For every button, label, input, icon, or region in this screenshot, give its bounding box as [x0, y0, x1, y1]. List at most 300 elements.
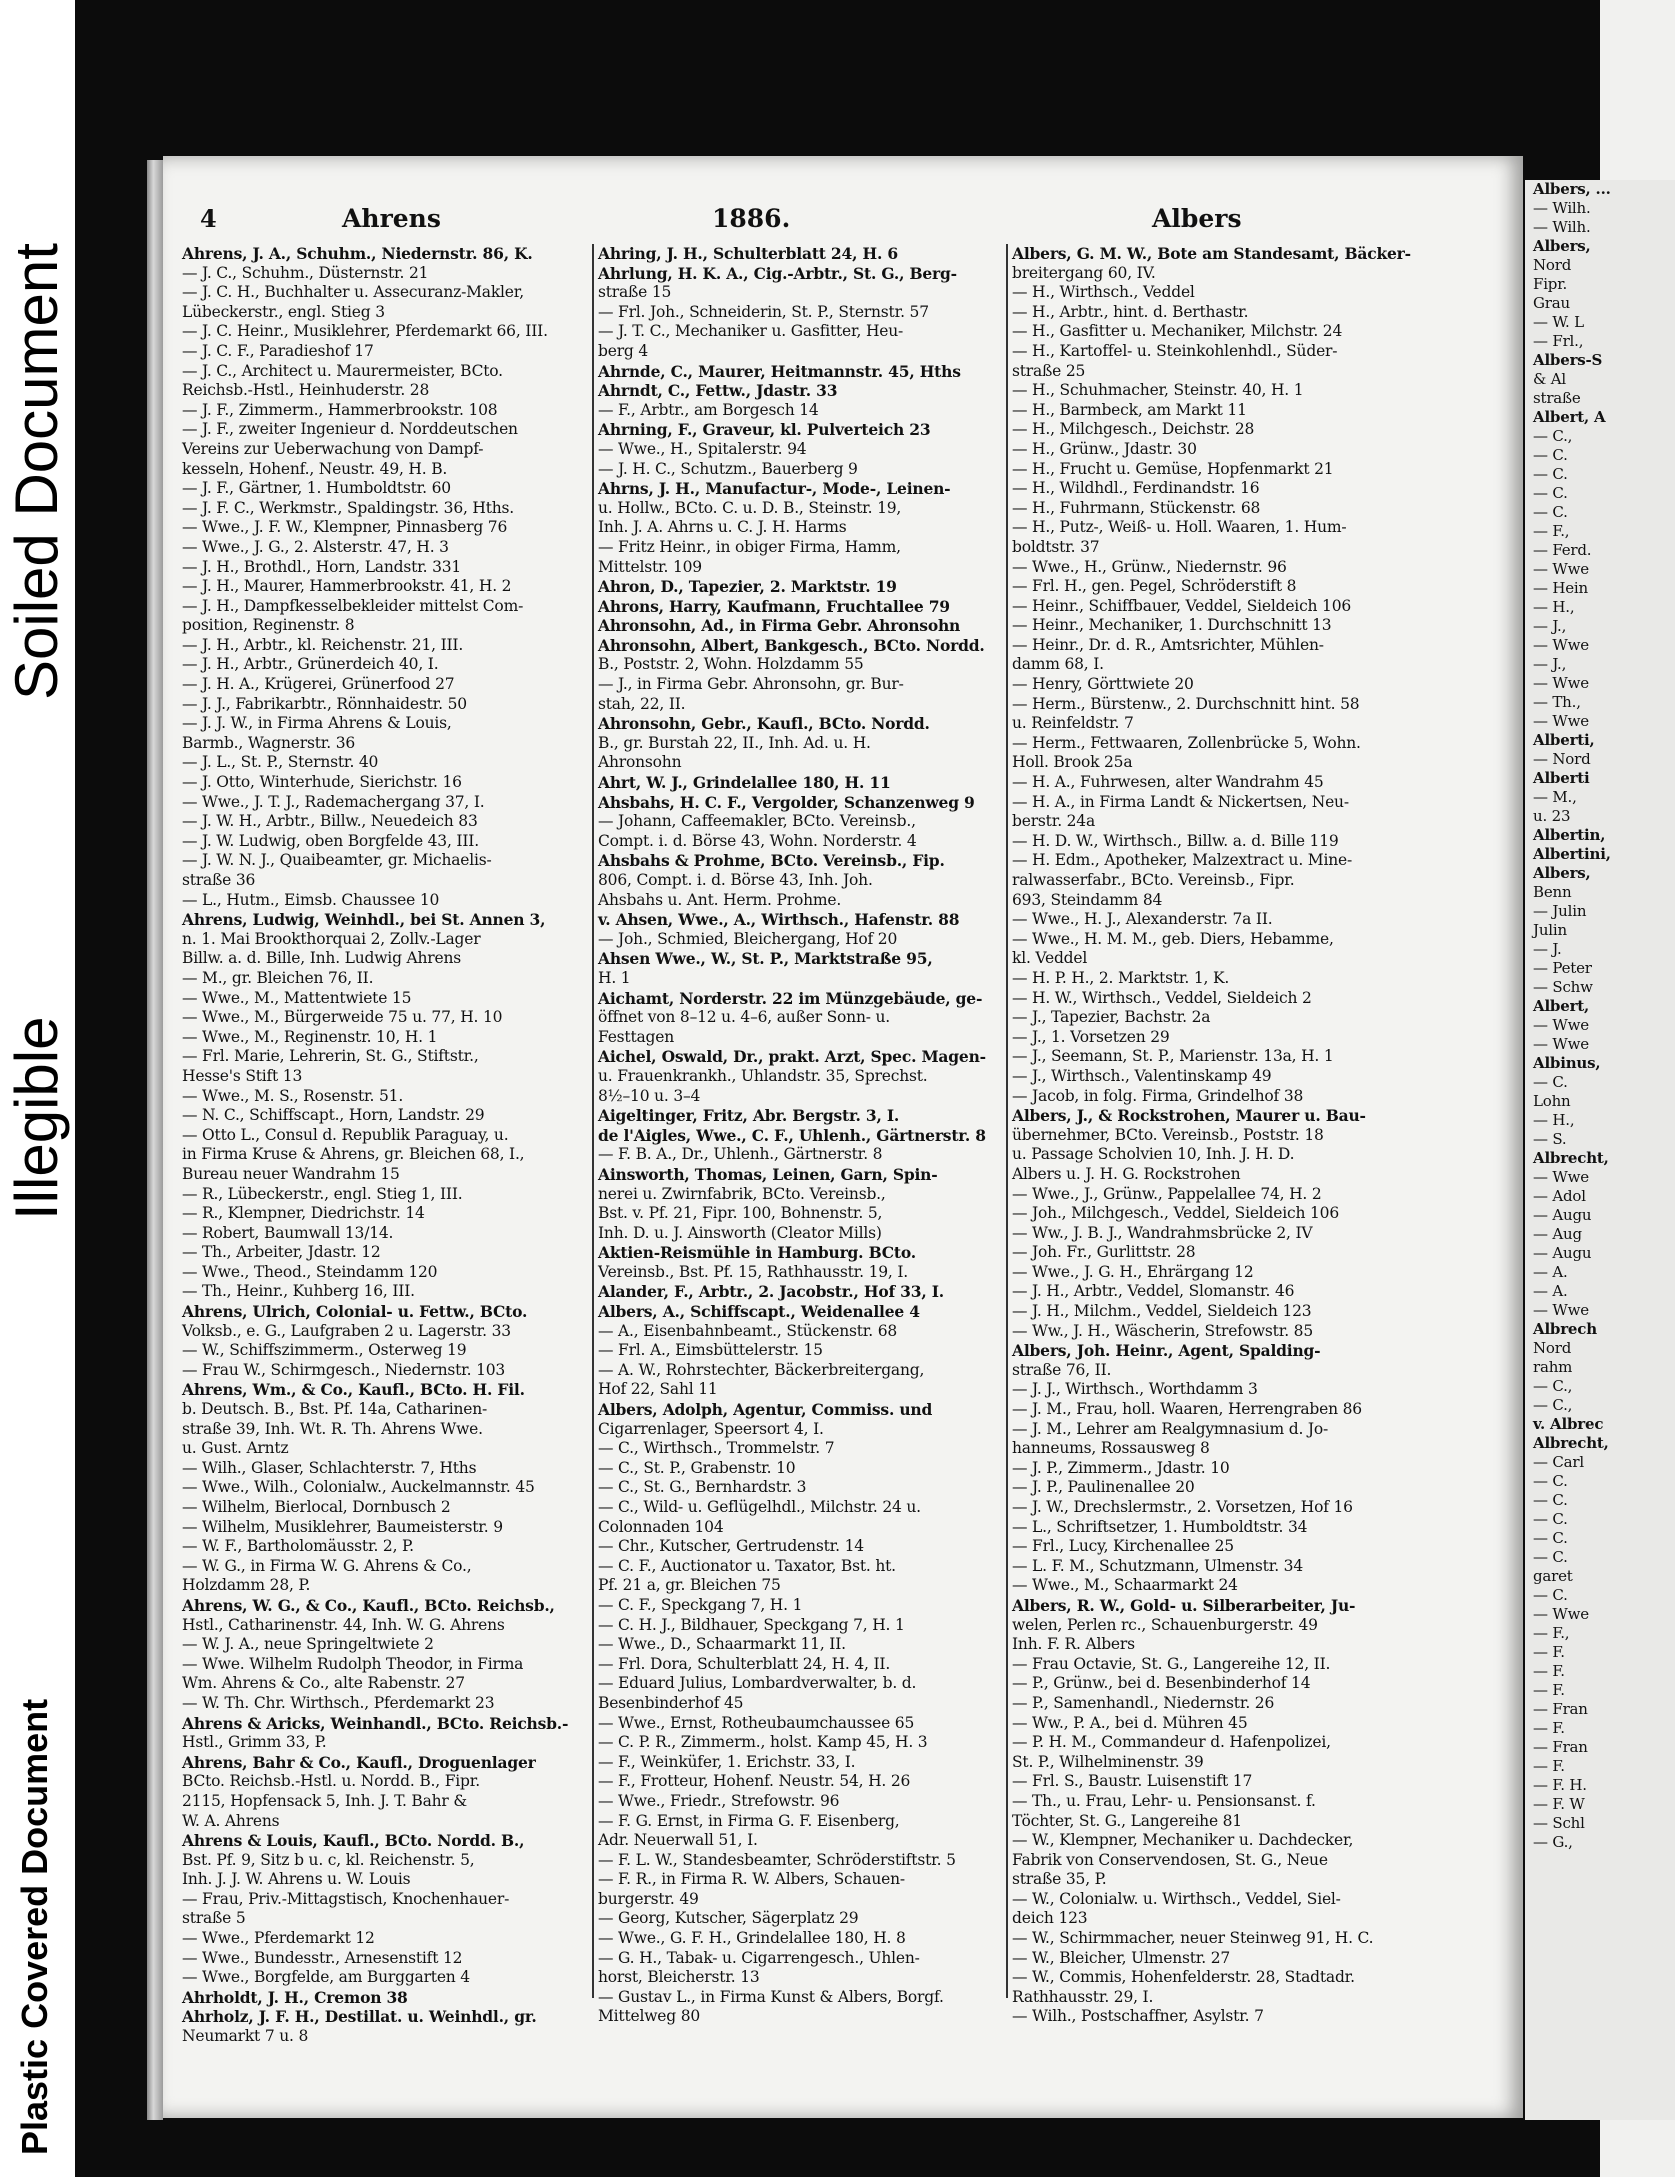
directory-entry-line: deich 123	[1012, 1909, 1088, 1928]
directory-entry-line: Ahronsohn, Gebr., Kaufl., BCto. Nordd.	[598, 714, 930, 734]
directory-entry-line: Ahrholdt, J. H., Cremon 38	[182, 1987, 408, 2007]
directory-entry-line: Hstl., Catharinenstr. 44, Inh. W. G. Ahrens	[182, 1615, 505, 1634]
directory-entry-line: — Wwe., J. G. H., Ehrärgang 12	[1012, 1262, 1254, 1281]
directory-entry-line: — Wwe., G. F. H., Grindelallee 180, H. 8	[598, 1929, 906, 1948]
directory-entry-line: — C. F., Speckgang 7, H. 1	[598, 1595, 803, 1614]
directory-entry-line: — Wwe., Friedr., Strefowstr. 96	[598, 1791, 840, 1810]
directory-entry-line: — J. H., Brothdl., Horn, Landstr. 331	[182, 557, 462, 576]
directory-entry-line: — J. M., Lehrer am Realgymnasium d. Jo-	[1012, 1419, 1329, 1438]
directory-entry-line: Inh. F. R. Albers	[1012, 1635, 1135, 1654]
directory-entry-line: — J. C. H., Buchhalter u. Assecuranz-Makler,	[182, 283, 524, 302]
adjacent-page-line: — A.	[1533, 1263, 1568, 1281]
directory-entry-line: — Wwe., Borgfelde, am Burggarten 4	[182, 1968, 470, 1987]
directory-entry-line: — J. C. Heinr., Musiklehrer, Pferdemarkt 66, III.	[182, 322, 548, 341]
adjacent-page-line: — C.	[1533, 1510, 1568, 1528]
adjacent-page-line: Albrech	[1533, 1320, 1597, 1338]
directory-entry-line: — H., Fuhrmann, Stückenstr. 68	[1012, 498, 1261, 517]
directory-entry-line: — Wwe., J. G., 2. Alsterstr. 47, H. 3	[182, 537, 449, 556]
directory-entry-line: Ahrnde, C., Maurer, Heitmannstr. 45, Hths	[598, 361, 961, 381]
directory-entry-line: — H., Wildhdl., Ferdinandstr. 16	[1012, 479, 1260, 498]
adjacent-page-line: — C.	[1533, 1491, 1568, 1509]
directory-entry-line: u. Gust. Arntz	[182, 1439, 289, 1458]
directory-entry-line: Hstl., Grimm 33, P.	[182, 1733, 327, 1752]
directory-entry-line: Alander, F., Arbtr., 2. Jacobstr., Hof 33, I.	[598, 1282, 944, 1302]
directory-entry-line: Neumarkt 7 u. 8	[182, 2027, 309, 2046]
directory-entry-line: — C., Wild- u. Geflügelhdl., Milchstr. 24 u.	[598, 1498, 921, 1516]
directory-entry-line: Vereinsb., Bst. Pf. 15, Rathhausstr. 19, I.	[598, 1262, 909, 1281]
adjacent-page-line: — M.,	[1533, 788, 1577, 806]
directory-entry-line: — Wwe., M., Schaarmarkt 24	[1012, 1576, 1238, 1595]
directory-entry-line: — Robert, Baumwall 13/14.	[182, 1223, 394, 1242]
directory-entry-line: — H. W., Wirthsch., Veddel, Sieldeich 2	[1012, 988, 1312, 1007]
directory-entry-line: Ahronsohn	[598, 753, 682, 772]
scan-annotation-strip	[0, 0, 75, 2177]
directory-entry-line: Ahrning, F., Graveur, kl. Pulverteich 23	[598, 420, 931, 440]
directory-entry-line: burgerstr. 49	[598, 1889, 699, 1908]
adjacent-page-line: Julin	[1533, 921, 1567, 939]
directory-entry-line: — W., Schiffszimmerm., Osterweg 19	[182, 1341, 467, 1360]
adjacent-page-line: — Hein	[1533, 579, 1588, 597]
directory-entry-line: — F., Frotteur, Hohenf. Neustr. 54, H. 26	[598, 1772, 911, 1791]
directory-entry-line: — Otto L., Consul d. Republik Paraguay, u.	[182, 1125, 509, 1144]
directory-entry-line: breitergang 60, IV.	[1012, 263, 1156, 282]
directory-entry-line: — Frl., Lucy, Kirchenallee 25	[1012, 1537, 1234, 1556]
directory-entry-line: Barmb., Wagnerstr. 36	[182, 733, 356, 752]
directory-column-2	[598, 244, 1008, 2027]
directory-entry-line: Ahrens, J. A., Schuhm., Niedernstr. 86, K.	[182, 244, 533, 263]
adjacent-page-line: straße	[1533, 389, 1581, 407]
directory-entry-line: — L. F. M., Schutzmann, Ulmenstr. 34	[1012, 1556, 1303, 1575]
adjacent-page-line: Albert,	[1533, 997, 1590, 1015]
adjacent-page-line: — H.,	[1533, 598, 1575, 616]
directory-entry-line: B., gr. Burstah 22, II., Inh. Ad. u. H.	[598, 733, 871, 752]
directory-entry-line: Fabrik von Conservendosen, St. G., Neue	[1012, 1850, 1328, 1869]
directory-entry-line: — F. B. A., Dr., Uhlenh., Gärtnerstr. 8	[598, 1145, 883, 1164]
header-right-word: Albers	[1152, 204, 1242, 233]
directory-entry-line: — Henry, Görttwiete 20	[1012, 675, 1194, 694]
directory-entry-line: — C. F., Auctionator u. Taxator, Bst. ht.	[598, 1556, 896, 1575]
directory-entry-line: Ahring, J. H., Schulterblatt 24, H. 6	[598, 244, 898, 263]
adjacent-page-line: — F. W	[1533, 1795, 1585, 1813]
directory-entry-line: — L., Schriftsetzer, 1. Humboldtstr. 34	[1012, 1517, 1308, 1536]
directory-entry-line: — Ww., J. H., Wäscherin, Strefowstr. 85	[1012, 1321, 1313, 1340]
directory-entry-line: Rathhausstr. 29, I.	[1012, 1987, 1154, 2006]
directory-entry-line: — Wwe., J. T. J., Rademachergang 37, I.	[182, 792, 485, 811]
directory-entry-line: — F. R., in Firma R. W. Albers, Schauen-	[598, 1870, 905, 1889]
directory-entry-line: Ahrndt, C., Fettw., Jdastr. 33	[598, 381, 838, 401]
directory-entry-line: — J. P., Paulinenallee 20	[1012, 1478, 1195, 1497]
directory-entry-line: — J. H. C., Schutzm., Bauerberg 9	[598, 459, 858, 478]
directory-entry-line: — C., St. G., Bernhardstr. 3	[598, 1478, 807, 1497]
page-edge	[147, 160, 163, 2120]
adjacent-page-line: u. 23	[1533, 807, 1571, 825]
adjacent-page-line: — Schl	[1533, 1814, 1585, 1832]
directory-entry-line: Albers, R. W., Gold- u. Silberarbeiter, Ju-	[1012, 1595, 1356, 1615]
adjacent-page-line: Albrecht,	[1533, 1434, 1609, 1452]
adjacent-page-line: — G.,	[1533, 1833, 1573, 1851]
directory-entry-line: Ahsbahs & Prohme, BCto. Vereinsb., Fip.	[598, 851, 945, 871]
directory-entry-line: — J. C. F., Paradieshof 17	[182, 341, 374, 360]
directory-entry-line: — Frl. Dora, Schulterblatt 24, H. 4, II.	[598, 1654, 891, 1673]
directory-entry-line: — P., Grünw., bei d. Besenbinderhof 14	[1012, 1674, 1311, 1693]
directory-entry-line: — J. F., zweiter Ingenieur d. Norddeutschen	[182, 420, 518, 439]
directory-entry-line: — Frau Octavie, St. G., Langereihe 12, II.	[1012, 1654, 1331, 1673]
directory-entry-line: straße 76, II.	[1012, 1360, 1112, 1379]
directory-entry-line: — R., Klempner, Diedrichstr. 14	[182, 1204, 425, 1223]
adjacent-page-line: — C.	[1533, 1472, 1568, 1490]
adjacent-page-line: Alberti	[1533, 769, 1590, 787]
directory-entry-line: — J. H., Arbtr., Grünerdeich 40, I.	[182, 655, 439, 674]
directory-entry-line: — Wwe., H. J., Alexanderstr. 7a II.	[1012, 910, 1273, 929]
directory-entry-line: Compt. i. d. Börse 43, Wohn. Norderstr. 4	[598, 831, 917, 850]
directory-entry-line: Adr. Neuerwall 51, I.	[598, 1831, 758, 1850]
adjacent-page-line: — Wwe	[1533, 560, 1589, 578]
directory-entry-line: — J. F., Gärtner, 1. Humboldtstr. 60	[182, 479, 451, 498]
directory-entry-line: — A. W., Rohrstechter, Bäckerbreitergang,	[598, 1360, 925, 1379]
adjacent-page-line: garet	[1533, 1567, 1573, 1585]
directory-entry-line: Mittelstr. 109	[598, 557, 702, 576]
directory-entry-line: — F., Weinküfer, 1. Erichstr. 33, I.	[598, 1752, 856, 1771]
adjacent-page-line: — F.	[1533, 1662, 1565, 1680]
directory-entry-line: — J. J., Fabrikarbtr., Rönnhaidestr. 50	[182, 694, 467, 713]
directory-entry-line: — C., Wirthsch., Trommelstr. 7	[598, 1439, 835, 1458]
adjacent-page-line: Benn	[1533, 883, 1572, 901]
directory-entry-line: 2115, Hopfensack 5, Inh. J. T. Bahr &	[182, 1791, 467, 1810]
directory-entry-line: damm 68, I.	[1012, 655, 1104, 674]
directory-entry-line: — C. H. J., Bildhauer, Speckgang 7, H. 1	[598, 1615, 905, 1634]
adjacent-page-line: — H.,	[1533, 1111, 1575, 1129]
directory-entry-line: — Wwe. Wilhelm Rudolph Theodor, in Firma	[182, 1654, 524, 1673]
directory-entry-line: — Wilh., Postschaffner, Asylstr. 7	[1012, 2007, 1264, 2026]
adjacent-page-line: Albrecht,	[1533, 1149, 1609, 1167]
adjacent-page-line: — Schw	[1533, 978, 1593, 996]
directory-entry-line: Töchter, St. G., Langereihe 81	[1012, 1811, 1242, 1830]
directory-entry-line: Ahrens, Wm., & Co., Kaufl., BCto. H. Fil.	[182, 1380, 525, 1400]
adjacent-page-line: — F. H.	[1533, 1776, 1587, 1794]
adjacent-page-line: v. Albrec	[1533, 1415, 1604, 1433]
directory-entry-line: Wm. Ahrens & Co., alte Rabenstr. 27	[182, 1674, 465, 1693]
directory-entry-line: — L., Hutm., Eimsb. Chaussee 10	[182, 890, 440, 909]
adjacent-page-line: — Wwe	[1533, 1605, 1589, 1623]
directory-entry-line: BCto. Reichsb.-Hstl. u. Nordd. B., Fipr.	[182, 1772, 480, 1791]
adjacent-page-line: — W. L	[1533, 313, 1584, 331]
adjacent-page-line: — F.	[1533, 1681, 1565, 1699]
directory-entry-line: — Gustav L., in Firma Kunst & Albers, Borgf.	[598, 1987, 944, 2006]
directory-entry-line: B., Poststr. 2, Wohn. Holzdamm 55	[598, 655, 864, 674]
directory-entry-line: Inh. J. A. Ahrns u. C. J. H. Harms	[598, 518, 847, 537]
directory-entry-line: — Wilhelm, Musiklehrer, Baumeisterstr. 9	[182, 1517, 503, 1536]
adjacent-page-line: Albers,	[1533, 237, 1591, 255]
directory-entry-line: — W., Colonialw. u. Wirthsch., Veddel, Siel-	[1012, 1889, 1341, 1908]
adjacent-page-line: — Wwe	[1533, 1168, 1589, 1186]
directory-entry-line: Ahrens & Louis, Kaufl., BCto. Nordd. B.,	[182, 1831, 525, 1851]
adjacent-page-line: — J.	[1533, 940, 1562, 958]
directory-entry-line: — J., in Firma Gebr. Ahronsohn, gr. Bur-	[598, 675, 904, 694]
adjacent-page-line: — Augu	[1533, 1206, 1592, 1224]
directory-entry-line: — W. Th. Chr. Wirthsch., Pferdemarkt 23	[182, 1693, 495, 1712]
adjacent-page-line: Nord	[1533, 1339, 1572, 1357]
adjacent-page-line: — C.	[1533, 484, 1568, 502]
directory-entry-line: — Joh., Schmied, Bleichergang, Hof 20	[598, 929, 898, 948]
adjacent-page-line: Albert, A	[1533, 408, 1606, 426]
directory-entry-line: — H., Wirthsch., Veddel	[1012, 283, 1195, 302]
directory-entry-line: Ahronsohn, Ad., in Firma Gebr. Ahronsohn	[598, 616, 961, 636]
directory-entry-line: kesseln, Hohenf., Neustr. 49, H. B.	[182, 459, 448, 478]
header-left-word: Ahrens	[342, 204, 441, 233]
directory-entry-line: welen, Perlen rc., Schauenburgerstr. 49	[1012, 1615, 1318, 1634]
directory-entry-line: Ahrens, W. G., & Co., Kaufl., BCto. Reichsb.,	[182, 1595, 555, 1615]
adjacent-page-line: — Aug	[1533, 1225, 1582, 1243]
directory-entry-line: — H., Milchgesch., Deichstr. 28	[1012, 420, 1255, 439]
directory-entry-line: — W., Commis, Hohenfelderstr. 28, Stadtadr.	[1012, 1968, 1355, 1987]
directory-entry-line: Ahsbahs u. Ant. Herm. Prohme.	[598, 890, 842, 909]
directory-entry-line: Holzdamm 28, P.	[182, 1576, 311, 1595]
directory-entry-line: — Wwe., H., Spitalerstr. 94	[598, 439, 807, 458]
directory-entry-line: — W. J. A., neue Springeltwiete 2	[182, 1635, 434, 1654]
directory-entry-line: — H., Grünw., Jdastr. 30	[1012, 439, 1197, 458]
directory-entry-line: öffnet von 8–12 u. 4–6, außer Sonn- u.	[598, 1008, 891, 1027]
directory-entry-line: — J. M., Frau, holl. Waaren, Herrengraben 86	[1012, 1400, 1362, 1419]
directory-entry-line: — Frl. Joh., Schneiderin, St. P., Sternstr. 57	[598, 302, 929, 321]
adjacent-page-line: — C.,	[1533, 1377, 1573, 1395]
directory-entry-line: berstr. 24a	[1012, 812, 1096, 831]
directory-entry-line: nerei u. Zwirnfabrik, BCto. Vereinsb.,	[598, 1184, 886, 1203]
directory-entry-line: — J. W. Ludwig, oben Borgfelde 43, III.	[182, 831, 479, 850]
directory-entry-line: — Frau, Priv.-Mittagstisch, Knochenhauer-	[182, 1889, 510, 1908]
adjacent-page-line: — Wwe	[1533, 712, 1589, 730]
directory-entry-line: — Ww., J. B. J., Wandrahmsbrücke 2, IV	[1012, 1223, 1313, 1242]
directory-entry-line: — J. H. A., Krügerei, Grünerfood 27	[182, 675, 455, 694]
directory-entry-line: — H., Gasfitter u. Mechaniker, Milchstr. 24	[1012, 322, 1343, 341]
directory-entry-line: — J. W. H., Arbtr., Billw., Neuedeich 83	[182, 812, 478, 831]
directory-entry-line: — Wwe., M., Bürgerweide 75 u. 77, H. 10	[182, 1008, 503, 1027]
directory-entry-line: Holl. Brook 25a	[1012, 753, 1133, 772]
directory-entry-line: — J. H., Milchm., Veddel, Sieldeich 123	[1012, 1302, 1312, 1321]
directory-entry-line: hanneums, Rossausweg 8	[1012, 1439, 1210, 1458]
directory-entry-line: — Th., Heinr., Kuhberg 16, III.	[182, 1282, 415, 1301]
directory-entry-line: Inh. J. J. W. Ahrens u. W. Louis	[182, 1870, 411, 1889]
illegible-label: Illegible	[3, 1016, 70, 1220]
directory-entry-line: — Wwe., Pferdemarkt 12	[182, 1929, 375, 1948]
directory-entry-line: Lübeckerstr., engl. Stieg 3	[182, 302, 385, 321]
directory-entry-line: u. Hollw., BCto. C. u. D. B., Steinstr. 19,	[598, 498, 902, 517]
directory-entry-line: Ahrns, J. H., Manufactur-, Mode-, Leinen-	[598, 479, 951, 499]
directory-entry-line: 693, Steindamm 84	[1012, 890, 1163, 909]
directory-entry-line: — H. Edm., Apotheker, Malzextract u. Mine-	[1012, 851, 1352, 870]
directory-entry-line: — Ww., P. A., bei d. Mühren 45	[1012, 1713, 1248, 1732]
directory-entry-line: Aigeltinger, Fritz, Abr. Bergstr. 3, I.	[598, 1106, 900, 1126]
directory-entry-line: Colonnaden 104	[598, 1517, 724, 1536]
directory-entry-line: — H., Barmbeck, am Markt 11	[1012, 400, 1247, 419]
directory-entry-line: — Wwe., Ernst, Rotheubaumchaussee 65	[598, 1713, 915, 1732]
directory-entry-line: — J. J., Wirthsch., Worthdamm 3	[1012, 1380, 1258, 1399]
adjacent-page-line: — S.	[1533, 1130, 1567, 1148]
directory-entry-line: — H., Kartoffel- u. Steinkohlenhdl., Süder-	[1012, 341, 1338, 360]
adjacent-page-line: — F.	[1533, 1643, 1565, 1661]
adjacent-page-line: — F.	[1533, 1719, 1565, 1737]
directory-entry-line: Ahrens, Ulrich, Colonial- u. Fettw., BCto.	[182, 1302, 528, 1322]
column-divider	[592, 244, 594, 1998]
directory-entry-line: — Georg, Kutscher, Sägerplatz 29	[598, 1909, 859, 1928]
adjacent-page-line: — Julin	[1533, 902, 1587, 920]
directory-entry-line: — J. L., St. P., Sternstr. 40	[182, 753, 379, 772]
directory-entry-line: Mittelweg 80	[598, 2007, 701, 2026]
directory-entry-line: Ahsbahs, H. C. F., Vergolder, Schanzenweg 9	[598, 792, 975, 812]
adjacent-page-line: Grau	[1533, 294, 1570, 312]
directory-entry-line: Inh. D. u. J. Ainsworth (Cleator Mills)	[598, 1223, 882, 1242]
directory-entry-line: 806, Compt. i. d. Börse 43, Inh. Joh.	[598, 871, 873, 889]
directory-entry-line: H. 1	[598, 968, 631, 987]
directory-entry-line: Ahrholz, J. F. H., Destillat. u. Weinhdl., gr.	[182, 2007, 537, 2027]
directory-entry-line: — W., Klempner, Mechaniker u. Dachdecker,	[1012, 1831, 1354, 1850]
directory-entry-line: de l'Aigles, Wwe., C. F., Uhlenh., Gärtnerstr. 8	[598, 1125, 986, 1145]
directory-entry-line: stah, 22, II.	[598, 694, 686, 713]
directory-entry-line: — J. H., Maurer, Hammerbrookstr. 41, H. 2	[182, 577, 512, 596]
adjacent-page-line: — J.,	[1533, 655, 1567, 673]
directory-entry-line: straße 36	[182, 871, 256, 889]
adjacent-page-line: — Fran	[1533, 1738, 1588, 1756]
directory-entry-line: — Wwe., Theod., Steindamm 120	[182, 1262, 438, 1281]
adjacent-page-line: Fipr.	[1533, 275, 1568, 293]
directory-entry-line: — F. G. Ernst, in Firma G. F. Eisenberg,	[598, 1811, 900, 1830]
directory-entry-line: — W. F., Bartholomäusstr. 2, P.	[182, 1537, 414, 1556]
directory-entry-line: — R., Lübeckerstr., engl. Stieg 1, III.	[182, 1184, 463, 1203]
directory-entry-line: Albers u. J. H. G. Rockstrohen	[1012, 1164, 1241, 1183]
directory-entry-line: — M., gr. Bleichen 76, II.	[182, 968, 374, 987]
directory-entry-line: — W., Schirmmacher, neuer Steinweg 91, H. C.	[1012, 1929, 1374, 1948]
adjacent-page-line: — F.,	[1533, 1624, 1570, 1642]
directory-entry-line: berg 4	[598, 341, 649, 360]
directory-entry-line: — Heinr., Mechaniker, 1. Durchschnitt 13	[1012, 616, 1332, 635]
adjacent-page-fragment	[1525, 180, 1675, 2120]
directory-entry-line: — A., Eisenbahnbeamt., Stückenstr. 68	[598, 1321, 898, 1340]
page-header	[112, 204, 1292, 238]
adjacent-page-line: — J.,	[1533, 617, 1567, 635]
directory-entry-line: — H. A., in Firma Landt & Nickertsen, Neu-	[1012, 792, 1349, 811]
directory-entry-line: straße 39, Inh. Wt. R. Th. Ahrens Wwe.	[182, 1419, 483, 1438]
directory-entry-line: — Wwe., D., Schaarmarkt 11, II.	[598, 1635, 846, 1654]
directory-entry-line: — Frl. H., gen. Pegel, Schröderstift 8	[1012, 577, 1297, 596]
directory-entry-line: Albers, A., Schiffscapt., Weidenallee 4	[598, 1302, 920, 1322]
directory-entry-line: Hesse's Stift 13	[182, 1066, 303, 1085]
directory-entry-line: — J. P., Zimmerm., Jdastr. 10	[1012, 1458, 1230, 1477]
directory-entry-line: — Heinr., Schiffbauer, Veddel, Sieldeich 106	[1012, 596, 1352, 615]
adjacent-page-line: — Carl	[1533, 1453, 1584, 1471]
directory-entry-line: Ahronsohn, Albert, Bankgesch., BCto. Nordd.	[598, 635, 985, 655]
adjacent-page-line: Alberti,	[1533, 731, 1595, 749]
adjacent-page-line: — Adol	[1533, 1187, 1586, 1205]
directory-entry-line: — Joh., Milchgesch., Veddel, Sieldeich 106	[1012, 1204, 1339, 1223]
directory-entry-line: Albers, J., & Rockstrohen, Maurer u. Bau-	[1012, 1106, 1366, 1126]
directory-entry-line: Ahsen Wwe., W., St. P., Marktstraße 95,	[598, 949, 933, 969]
directory-entry-line: übernehmer, BCto. Vereinsb., Poststr. 18	[1012, 1125, 1324, 1144]
directory-entry-line: — J. T. C., Mechaniker u. Gasfitter, Heu-	[598, 322, 904, 341]
adjacent-page-line: — F.	[1533, 1757, 1565, 1775]
directory-entry-line: — H., Frucht u. Gemüse, Hopfenmarkt 21	[1012, 459, 1334, 478]
directory-entry-line: — Herm., Bürstenw., 2. Durchschnitt hint. 58	[1012, 694, 1360, 713]
directory-entry-line: — J. W. N. J., Quaibeamter, gr. Michaelis-	[182, 851, 492, 870]
directory-entry-line: Aichamt, Norderstr. 22 im Münzgebäude, ge-	[598, 988, 983, 1008]
header-year: 1886.	[712, 204, 791, 233]
directory-entry-line: — Wwe., J. F. W., Klempner, Pinnasberg 76	[182, 518, 508, 537]
adjacent-page-line: — C.	[1533, 1586, 1568, 1604]
directory-entry-line: — W. G., in Firma W. G. Ahrens & Co.,	[182, 1556, 472, 1575]
directory-entry-line: — Johann, Caffeemakler, BCto. Vereinsb.,	[598, 812, 916, 831]
directory-column-3	[1012, 244, 1422, 2027]
adjacent-page-line: — Augu	[1533, 1244, 1592, 1262]
directory-entry-line: Aichel, Oswald, Dr., prakt. Arzt, Spec. Magen-	[598, 1047, 986, 1067]
directory-entry-line: — H. A., Fuhrwesen, alter Wandrahm 45	[1012, 773, 1324, 792]
directory-entry-line: — H. D. W., Wirthsch., Billw. a. d. Bille 119	[1012, 831, 1339, 850]
directory-entry-line: boldtstr. 37	[1012, 537, 1100, 556]
page-number: 4	[200, 204, 217, 233]
directory-entry-line: ralwasserfabr., BCto. Vereinsb., Fipr.	[1012, 871, 1295, 889]
directory-entry-line: 8½–10 u. 3–4	[598, 1086, 701, 1105]
adjacent-page-line: — Wilh.	[1533, 199, 1591, 217]
adjacent-page-line: — Wwe	[1533, 1016, 1589, 1034]
directory-entry-line: Reichsb.-Hstl., Heinhuderstr. 28	[182, 381, 430, 400]
adjacent-page-line: Albinus,	[1533, 1054, 1601, 1072]
directory-entry-line: — Wwe., M., Reginenstr. 10, H. 1	[182, 1027, 438, 1046]
directory-entry-line: — Jacob, in folg. Firma, Grindelhof 38	[1012, 1086, 1304, 1105]
adjacent-page-line: — Wwe	[1533, 1301, 1589, 1319]
directory-entry-line: — J. Otto, Winterhude, Sierichstr. 16	[182, 773, 462, 792]
directory-entry-line: Ahron, D., Tapezier, 2. Marktstr. 19	[598, 577, 897, 597]
directory-entry-line: — G. H., Tabak- u. Cigarrengesch., Uhlen-	[598, 1948, 920, 1967]
directory-entry-line: b. Deutsch. B., Bst. Pf. 14a, Catharinen-	[182, 1400, 488, 1419]
directory-entry-line: — Heinr., Dr. d. R., Amtsrichter, Mühlen-	[1012, 635, 1324, 654]
directory-entry-line: — F. L. W., Standesbeamter, Schröderstiftstr. 5	[598, 1850, 956, 1869]
adjacent-page-line: — Wwe	[1533, 674, 1589, 692]
directory-entry-line: — Wwe., H. M. M., geb. Diers, Hebamme,	[1012, 929, 1334, 948]
directory-entry-line: straße 35, P.	[1012, 1870, 1107, 1889]
directory-entry-line: — Wwe., Wilh., Colonialw., Auckelmannstr. 45	[182, 1478, 535, 1497]
directory-entry-line: — Chr., Kutscher, Gertrudenstr. 14	[598, 1537, 864, 1556]
directory-entry-line: — C., St. P., Grabenstr. 10	[598, 1458, 796, 1477]
directory-entry-line: u. Passage Scholvien 10, Inh. J. H. D.	[1012, 1145, 1295, 1164]
directory-entry-line: Billw. a. d. Bille, Inh. Ludwig Ahrens	[182, 949, 462, 968]
directory-entry-line: Aktien-Reismühle in Hamburg. BCto.	[598, 1243, 916, 1263]
directory-entry-line: — Herm., Fettwaaren, Zollenbrücke 5, Wohn.	[1012, 733, 1361, 752]
directory-entry-line: — J. C., Schuhm., Düsternstr. 21	[182, 263, 429, 282]
directory-entry-line: — H., Putz-, Weiß- u. Holl. Waaren, 1. Hum-	[1012, 518, 1347, 537]
directory-entry-line: Ainsworth, Thomas, Leinen, Garn, Spin-	[598, 1164, 938, 1184]
adjacent-page-line: — C.,	[1533, 1396, 1573, 1414]
adjacent-page-line: — C.	[1533, 503, 1568, 521]
directory-entry-line: — F., Arbtr., am Borgesch 14	[598, 400, 819, 419]
directory-entry-line: — Frl. Marie, Lehrerin, St. G., Stiftstr.,	[182, 1047, 479, 1066]
adjacent-page-line: — A.	[1533, 1282, 1568, 1300]
directory-entry-line: — Frl. A., Eimsbüttelerstr. 15	[598, 1341, 823, 1360]
adjacent-page-line: Lohn	[1533, 1092, 1571, 1110]
directory-entry-line: — Wwe., J., Grünw., Pappelallee 74, H. 2	[1012, 1184, 1322, 1203]
directory-entry-line: horst, Bleicherstr. 13	[598, 1968, 760, 1987]
adjacent-page-line: Albers,	[1533, 864, 1591, 882]
directory-entry-line: Albers, Adolph, Agentur, Commiss. und	[598, 1400, 933, 1420]
directory-entry-line: Hof 22, Sahl 11	[598, 1380, 718, 1399]
adjacent-page-line: — Frl.,	[1533, 332, 1584, 350]
directory-entry-line: — P. H. M., Commandeur d. Hafenpolizei,	[1012, 1733, 1331, 1752]
directory-entry-line: — Wwe., M., Mattentwiete 15	[182, 988, 412, 1007]
directory-entry-line: straße 5	[182, 1909, 246, 1928]
directory-entry-line: Ahrens, Ludwig, Weinhdl., bei St. Annen 3,	[182, 910, 546, 930]
directory-entry-line: — Th., u. Frau, Lehr- u. Pensionsanst. f.	[1012, 1791, 1316, 1810]
adjacent-page-line: Nord	[1533, 256, 1572, 274]
directory-entry-line: kl. Veddel	[1012, 949, 1088, 968]
directory-entry-line: Ahrens, Bahr & Co., Kaufl., Droguenlager	[182, 1752, 536, 1772]
directory-entry-line: Festtagen	[598, 1027, 675, 1046]
directory-entry-line: — J., Seemann, St. P., Marienstr. 13a, H. 1	[1012, 1047, 1334, 1066]
